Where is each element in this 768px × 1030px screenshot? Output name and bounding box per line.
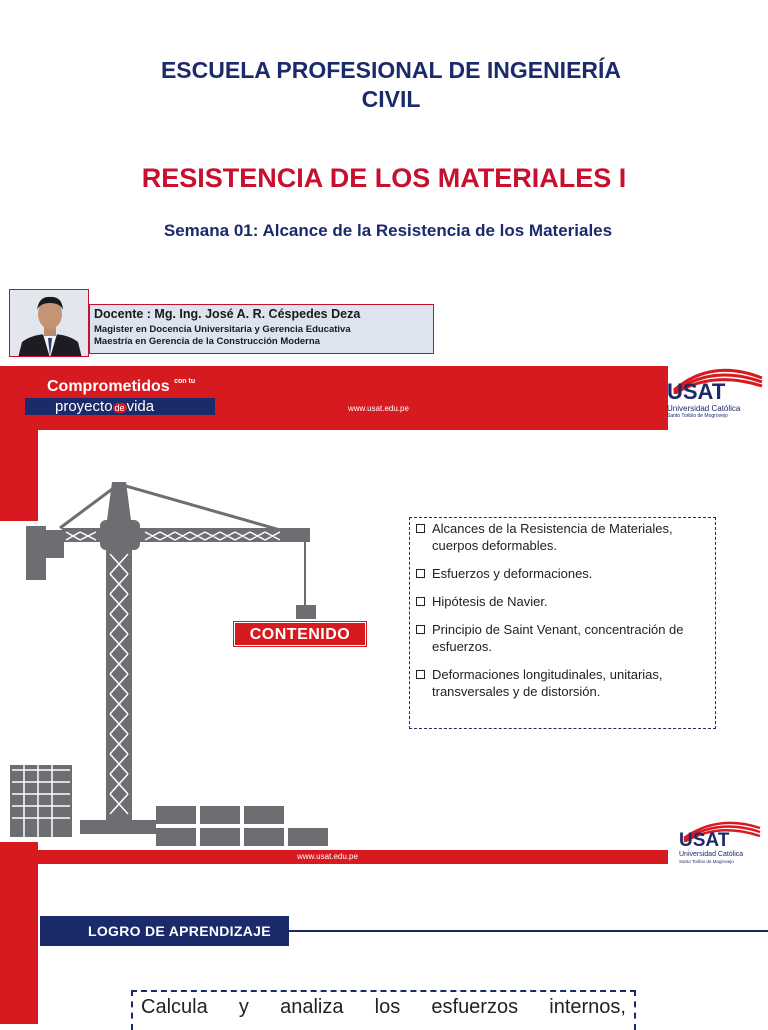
teacher-info — [89, 304, 434, 354]
teacher-degree-1: Magister en Docencia Universitaria y Gerencia Educativa — [94, 324, 351, 335]
checkbox-icon — [416, 569, 425, 578]
crane-illustration — [0, 470, 380, 850]
list-item: Alcances de la Resistencia de Materiales, cuerpos deformables. — [416, 520, 709, 554]
learning-text: Calcula y analiza los esfuerzos internos, — [131, 990, 636, 1030]
checkbox-icon — [416, 625, 425, 634]
checkbox-icon — [416, 524, 425, 533]
teacher-photo — [9, 289, 89, 357]
checkbox-icon — [416, 670, 425, 679]
week-subtitle: Semana 01: Alcance de la Resistencia de los Materiales — [163, 221, 613, 240]
list-item: Deformaciones longitudinales, unitarias, transversales y de distorsión. — [416, 666, 709, 700]
learning-label: LOGRO DE APRENDIZAJE — [40, 916, 289, 946]
usat-logo-bottom: USAT Universidad Católica Santo Toribio de Mogrovejo — [676, 818, 766, 870]
school-title-line2: CIVIL — [361, 86, 421, 112]
left-accent-bar-bottom — [0, 842, 38, 1024]
course-title: RESISTENCIA DE LOS MATERIALES I — [141, 163, 627, 193]
teacher-degree-2: Maestría en Gerencia de la Construcción Moderna — [94, 336, 320, 347]
contenido-badge: CONTENIDO — [234, 622, 366, 646]
checkbox-icon — [416, 597, 425, 606]
learning-divider — [289, 930, 768, 932]
list-item: Hipótesis de Navier. — [416, 593, 709, 610]
school-title-line1: ESCUELA PROFESIONAL DE INGENIERÍA — [160, 57, 622, 83]
slogan-line1: Comprometidos $^{con tu}$ — [47, 378, 196, 395]
teacher-name: Docente : Mg. Ing. José A. R. Céspedes Deza — [94, 307, 361, 321]
list-item: Esfuerzos y deformaciones. — [416, 565, 709, 582]
school-title — [0, 56, 768, 114]
list-item: Principio de Saint Venant, concentración de esfuerzos. — [416, 621, 709, 655]
usat-logo-top: USAT Universidad Católica Santo Toribio de Mogrovejo — [664, 364, 764, 424]
banner-url[interactable]: www.usat.edu.pe — [348, 404, 409, 413]
footer-url[interactable]: www.usat.edu.pe — [297, 852, 358, 861]
contents-list — [409, 517, 716, 729]
slogan-line2: proyecto de vida — [25, 398, 215, 415]
